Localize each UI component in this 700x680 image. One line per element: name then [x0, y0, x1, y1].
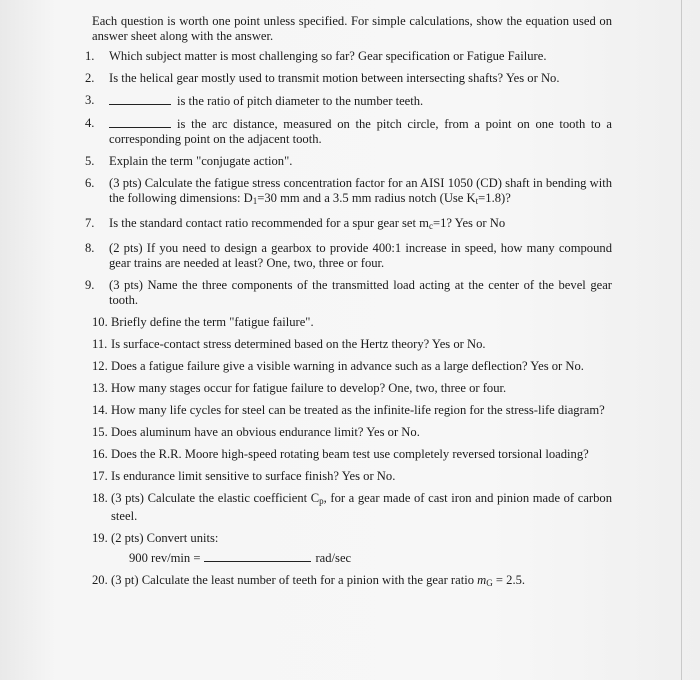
question-sheet — [85, 14, 612, 598]
question-19 — [92, 531, 612, 566]
question-number: 3. — [85, 93, 95, 107]
question-number: 8. — [85, 241, 95, 255]
question-text: Briefly define the term "fatigue failure". — [111, 315, 314, 329]
question-text: Explain the term "conjugate action". — [109, 154, 293, 168]
variable: m — [477, 573, 487, 587]
subscript: G — [486, 578, 493, 588]
unit-conversion — [129, 550, 612, 566]
instructions: Each question is worth one point unless specified. For simple calculations, show the equation used on answer sheet along with the answer. — [92, 14, 612, 43]
subscript: 1 — [252, 196, 258, 206]
question-text: (2 pts) If you need to design a gearbox to provide 400:1 increase in speed, how many compound gear trains are needed at least? One, two, three or four. — [109, 241, 612, 270]
question-1 — [85, 49, 612, 64]
conversion-right: rad/sec — [315, 551, 352, 565]
question-number: 13. — [92, 381, 108, 395]
question-number: 19. — [92, 531, 108, 545]
question-5 — [85, 154, 612, 169]
question-number: 14. — [92, 403, 108, 417]
question-13 — [92, 381, 612, 396]
question-text: Is the standard contact ratio recommended for a spur gear set m — [109, 216, 429, 230]
question-text: = 2.5. — [492, 573, 526, 587]
question-number: 15. — [92, 425, 108, 439]
question-text: (3 pts) Name the three components of the transmitted load acting at the center of the bevel gear tooth. — [109, 278, 612, 307]
question-number: 11. — [92, 337, 108, 351]
question-text: (2 pts) Convert units: — [111, 531, 219, 545]
question-20 — [92, 573, 612, 591]
question-number: 1. — [85, 49, 95, 63]
question-text: (3 pts) Calculate the fatigue stress concentration factor for an AISI 1050 (CD) shaft in bending with the following dimensions: D — [109, 176, 612, 205]
question-number: 12. — [92, 359, 108, 373]
question-number: 20. — [92, 573, 108, 587]
answer-blank[interactable] — [109, 116, 171, 128]
question-text: Is surface-contact stress determined based on the Hertz theory? Yes or No. — [111, 337, 486, 351]
question-text: is the ratio of pitch diameter to the number teeth. — [177, 94, 424, 108]
question-11 — [92, 337, 612, 352]
question-number: 6. — [85, 176, 95, 190]
answer-blank[interactable] — [204, 550, 311, 562]
question-9 — [85, 278, 612, 308]
question-number: 18. — [92, 491, 108, 505]
question-text: Does aluminum have an obvious endurance limit? Yes or No. — [111, 425, 420, 439]
question-16 — [92, 447, 612, 462]
subscript: c — [428, 221, 433, 231]
question-number: 2. — [85, 71, 95, 85]
question-18 — [92, 491, 612, 524]
question-text: How many life cycles for steel can be treated as the infinite-life region for the stress-life diagram? — [111, 403, 605, 417]
question-number: 5. — [85, 154, 95, 168]
question-12 — [92, 359, 612, 374]
question-text: =1? Yes or No — [432, 216, 506, 230]
question-number: 4. — [85, 116, 95, 130]
question-2 — [85, 71, 612, 86]
question-14 — [92, 403, 612, 418]
answer-blank[interactable] — [109, 93, 171, 105]
question-8 — [85, 241, 612, 271]
question-text: Does the R.R. Moore high-speed rotating beam test use completely reversed torsional loading? — [111, 447, 589, 461]
question-text: (3 pt) Calculate the least number of teeth for a pinion with the gear ratio — [111, 573, 478, 587]
conversion-left: 900 rev/min = — [129, 551, 201, 565]
question-6 — [85, 176, 612, 209]
subscript: t — [475, 196, 479, 206]
question-number: 7. — [85, 216, 95, 230]
question-10 — [92, 315, 612, 330]
question-7 — [85, 216, 612, 234]
question-text: Which subject matter is most challenging so far? Gear specification or Fatigue Failure. — [109, 49, 547, 63]
question-text: Does a fatigue failure give a visible warning in advance such as a large deflection? Yes or No. — [111, 359, 584, 373]
question-4 — [85, 116, 612, 147]
question-15 — [92, 425, 612, 440]
question-number: 10. — [92, 315, 108, 329]
question-number: 16. — [92, 447, 108, 461]
page-edge — [681, 0, 682, 680]
question-3 — [85, 93, 612, 109]
question-text: =30 mm and a 3.5 mm radius notch (Use K — [257, 191, 476, 205]
question-text: Is the helical gear mostly used to transmit motion between intersecting shafts? Yes or No. — [109, 71, 560, 85]
question-17 — [92, 469, 612, 484]
question-number: 9. — [85, 278, 95, 292]
question-text: , for a gear made of cast iron and pinion made of carbon steel. — [111, 491, 612, 523]
subscript: p — [319, 496, 324, 506]
question-text: Is endurance limit sensitive to surface finish? Yes or No. — [111, 469, 396, 483]
question-text: =1.8)? — [478, 191, 511, 205]
question-text: (3 pts) Calculate the elastic coefficient C — [111, 491, 320, 505]
question-text: How many stages occur for fatigue failure to develop? One, two, three or four. — [111, 381, 507, 395]
question-text: is the arc distance, measured on the pitch circle, from a point on one tooth to a corresponding point on the adjacent tooth. — [109, 117, 612, 146]
question-number: 17. — [92, 469, 108, 483]
